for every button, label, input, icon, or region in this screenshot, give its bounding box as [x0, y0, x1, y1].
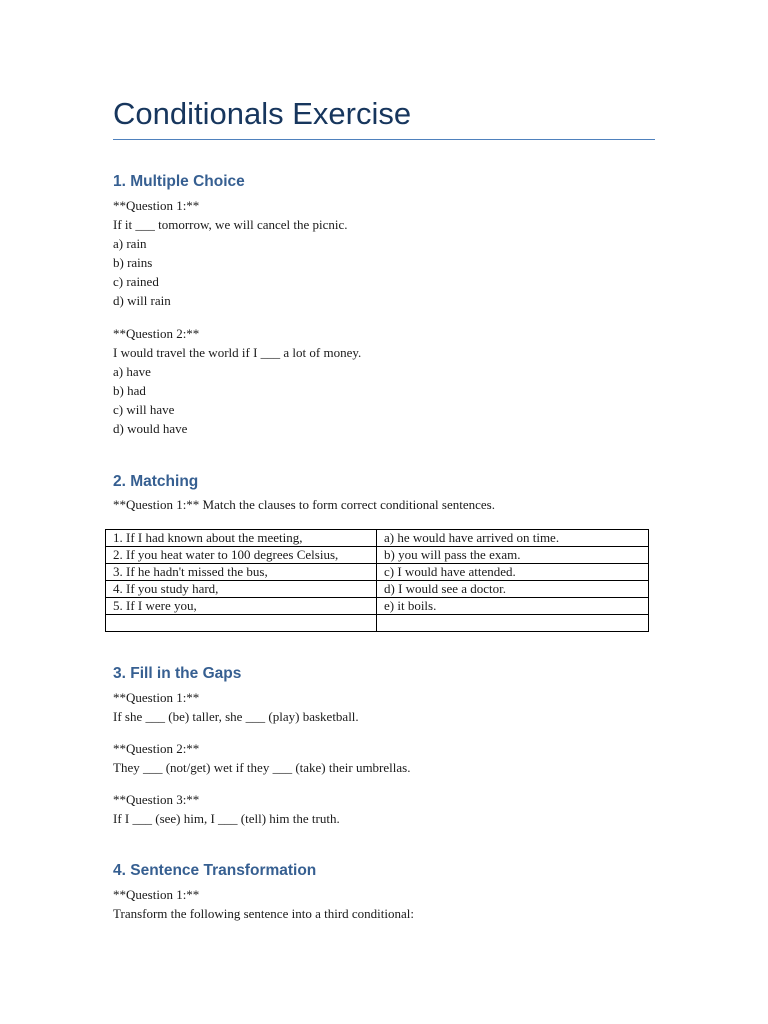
answer-option-c: c) rained: [113, 274, 159, 289]
table-row: [106, 615, 649, 632]
table-cell-result: d) I would see a doctor.: [377, 581, 649, 598]
question-text: Transform the following sentence into a third conditional:: [113, 906, 414, 921]
table-cell-result: [377, 615, 649, 632]
answer-option-b: b) had: [113, 383, 146, 398]
question-label: **Question 2:**: [113, 741, 200, 756]
answer-option-a: a) have: [113, 364, 151, 379]
table-cell-result: a) he would have arrived on time.: [377, 530, 649, 547]
section-heading-fill-gaps: 3. Fill in the Gaps: [113, 665, 242, 682]
question-text: **Question 1:** Match the clauses to form correct conditional sentences.: [113, 497, 495, 512]
question-label: **Question 1:**: [113, 690, 200, 705]
title-underline-divider: [113, 139, 655, 140]
answer-option-a: a) rain: [113, 236, 147, 251]
question-text: They ___ (not/get) wet if they ___ (take) their umbrellas.: [113, 760, 411, 775]
table-cell-clause: 5. If I were you,: [106, 598, 377, 615]
mc-question-2: [113, 324, 361, 438]
table-cell-clause: [106, 615, 377, 632]
transform-question-1: [113, 885, 414, 923]
document-title: Conditionals Exercise: [113, 96, 412, 131]
question-label: **Question 2:**: [113, 326, 200, 341]
section-heading-matching: 2. Matching: [113, 473, 199, 490]
table-cell-result: b) you will pass the exam.: [377, 547, 649, 564]
answer-option-d: d) would have: [113, 421, 188, 436]
question-text: If it ___ tomorrow, we will cancel the picnic.: [113, 217, 348, 232]
table-cell-result: e) it boils.: [377, 598, 649, 615]
gap-question-3: [113, 790, 340, 828]
table-cell-result: c) I would have attended.: [377, 564, 649, 581]
section-heading-sentence-transformation: 4. Sentence Transformation: [113, 862, 317, 879]
table-cell-clause: 1. If I had known about the meeting,: [106, 530, 377, 547]
answer-option-d: d) will rain: [113, 293, 171, 308]
section-heading-multiple-choice: 1. Multiple Choice: [113, 173, 245, 190]
gap-question-2: [113, 739, 410, 777]
question-label: **Question 3:**: [113, 792, 200, 807]
table-row: [106, 564, 649, 581]
matching-table: [105, 529, 649, 632]
gap-question-1: [113, 688, 359, 726]
table-row: [106, 547, 649, 564]
table-row: [106, 598, 649, 615]
answer-option-b: b) rains: [113, 255, 153, 270]
matching-instruction: [113, 495, 495, 514]
question-label: **Question 1:**: [113, 887, 200, 902]
question-text: I would travel the world if I ___ a lot of money.: [113, 345, 362, 360]
table-cell-clause: 3. If he hadn't missed the bus,: [106, 564, 377, 581]
question-label: **Question 1:**: [113, 198, 200, 213]
mc-question-1: [113, 196, 348, 310]
question-text: If I ___ (see) him, I ___ (tell) him the truth.: [113, 811, 340, 826]
answer-option-c: c) will have: [113, 402, 175, 417]
table-row: [106, 581, 649, 598]
table-row: [106, 530, 649, 547]
table-cell-clause: 2. If you heat water to 100 degrees Celsius,: [106, 547, 377, 564]
question-text: If she ___ (be) taller, she ___ (play) basketball.: [113, 709, 359, 724]
table-cell-clause: 4. If you study hard,: [106, 581, 377, 598]
